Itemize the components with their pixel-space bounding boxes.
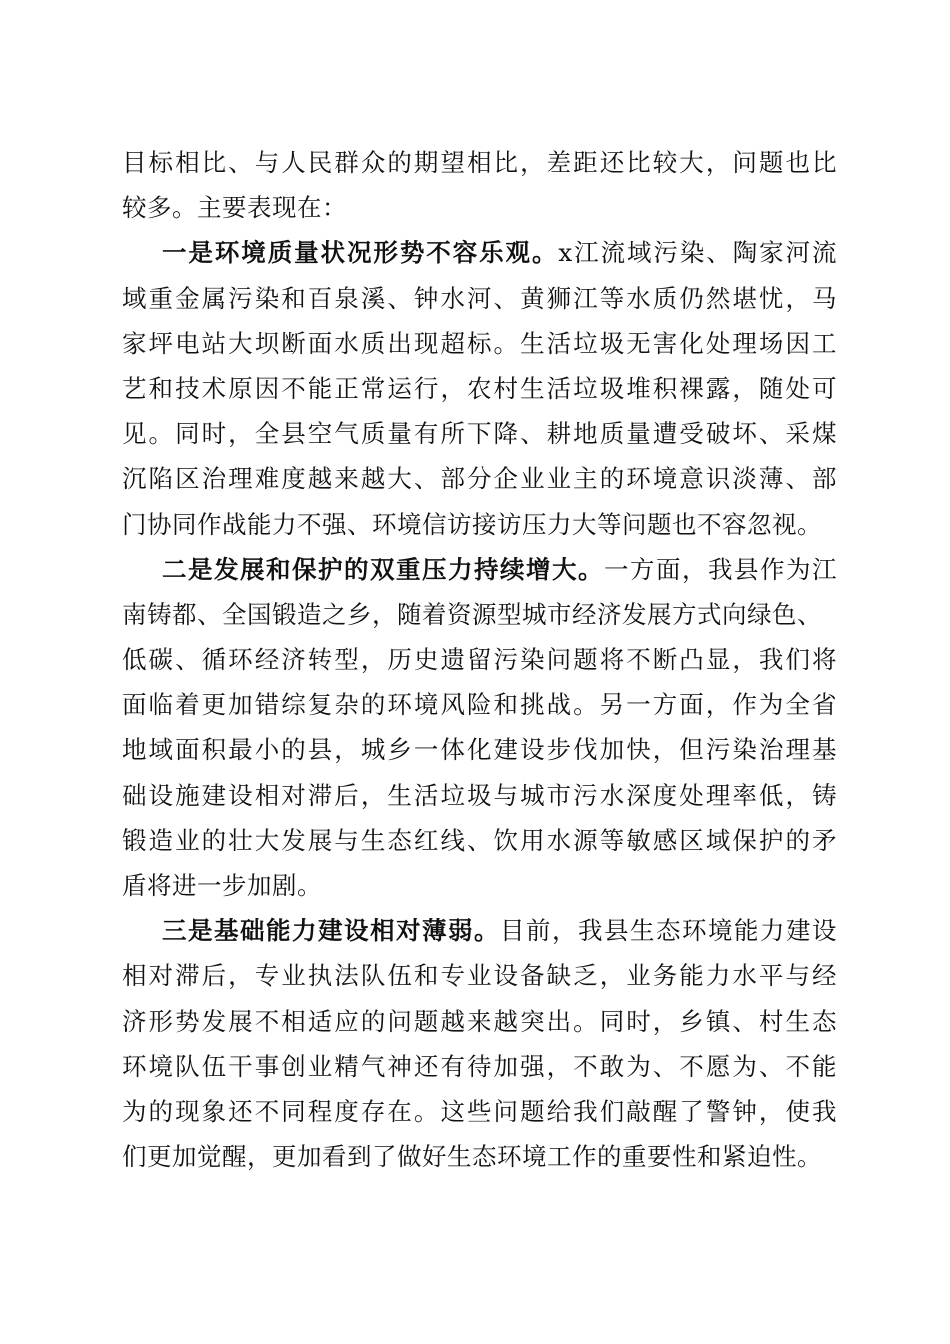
paragraph-line: 沉陷区治理难度越来越大、部分企业业主的环境意识淡薄、部: [122, 464, 837, 494]
paragraph-line: 南铸都、全国锻造之乡，随着资源型城市经济发展方式向绿色、: [122, 599, 822, 629]
paragraph-line: 家坪电站大坝断面水质出现超标。生活垃圾无害化处理场因工: [122, 328, 837, 358]
paragraph-line: 们更加觉醒，更加看到了做好生态环境工作的重要性和紧迫性。: [122, 1142, 822, 1172]
section-first-line: [122, 230, 837, 275]
section-heading: 二是发展和保护的双重压力持续增大。: [162, 554, 604, 584]
paragraph-text: 一方面，我县作为江: [604, 554, 837, 584]
paragraph-line: 地域面积最小的县，城乡一体化建设步伐加快，但污染治理基: [122, 735, 837, 765]
paragraph-line: 础设施建设相对滞后，生活垃圾与城市污水深度处理率低，铸: [122, 780, 837, 810]
paragraph-line: 域重金属污染和百泉溪、钟水河、黄狮江等水质仍然堪忧，马: [122, 283, 837, 313]
paragraph-line: 面临着更加错综复杂的环境风险和挑战。另一方面，作为全省: [122, 690, 837, 720]
section-heading: 三是基础能力建设相对薄弱。: [162, 916, 500, 946]
body-text: [122, 140, 837, 1179]
section-first-line: [122, 908, 837, 953]
paragraph-line: 见。同时，全县空气质量有所下降、耕地质量遭受破坏、采煤: [122, 419, 837, 449]
paragraph-line: 目标相比、与人民群众的期望相比，差距还比较大，问题也比: [122, 148, 837, 177]
paragraph-line: 艺和技术原因不能正常运行，农村生活垃圾堆积裸露，随处可: [122, 373, 837, 403]
section-heading: 一是环境质量状况形势不容乐观。: [162, 238, 559, 268]
paragraph-line: 锻造业的壮大发展与生态红线、饮用水源等敏感区域保护的矛: [122, 825, 837, 855]
paragraph-text: x江流域污染、陶家河流: [558, 238, 837, 268]
paragraph-line: 门协同作战能力不强、环境信访接访压力大等问题也不容忽视。: [122, 509, 822, 539]
section-first-line: [122, 547, 837, 592]
paragraph-line: 低碳、循环经济转型，历史遗留污染问题将不断凸显，我们将: [122, 645, 837, 675]
paragraph-line: 盾将进一步加剧。: [122, 871, 322, 900]
paragraph-text: 目前，我县生态环境能力建设: [500, 916, 837, 946]
paragraph-line: 环境队伍干事创业精气神还有待加强，不敢为、不愿为、不能: [122, 1051, 837, 1081]
paragraph-line: 相对滞后，专业执法队伍和专业设备缺乏，业务能力水平与经: [122, 961, 837, 991]
paragraph-line: 为的现象还不同程度存在。这些问题给我们敲醒了警钟，使我: [122, 1096, 837, 1126]
paragraph-line: 济形势发展不相适应的问题越来越突出。同时，乡镇、村生态: [122, 1006, 837, 1036]
paragraph-line: 较多。主要表现在：: [122, 193, 347, 223]
